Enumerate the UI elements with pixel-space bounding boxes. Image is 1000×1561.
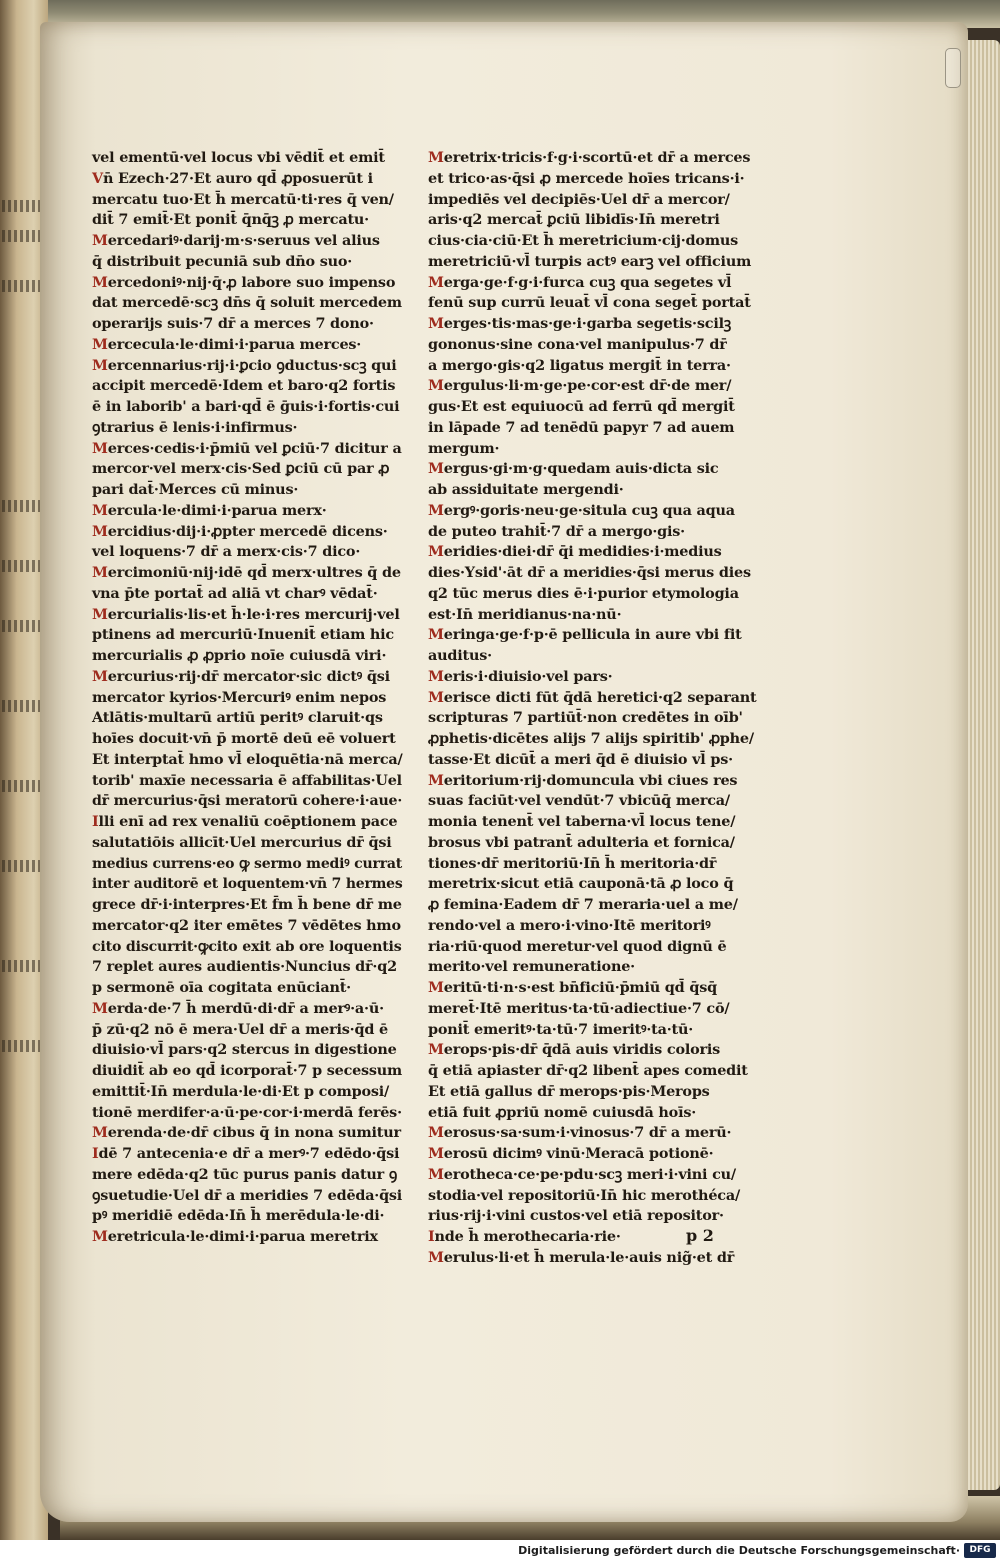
dfg-logo: DFG xyxy=(964,1543,996,1558)
text-line: vna p̄te portat̄ ad aliā vt charꝰ vēdat̄· xyxy=(92,584,378,602)
facing-page-text-fragment xyxy=(2,700,42,712)
rubricated-initial: V xyxy=(92,169,103,187)
rubricated-initial: M xyxy=(92,273,108,291)
text-line: scripturas 7 partiūt̄·non credētes in oīb' xyxy=(428,709,743,727)
text-line: Mercurialis·lis·et h̄·le·i·res mercurij·vel xyxy=(92,605,400,623)
text-line: Meritū·ti·n·s·est bn̄ficiū·p̄miū qd̄ q̄sq̄ xyxy=(428,979,717,996)
text-line: de puteo trahit̄·7 dr̄ a mergo·gis· xyxy=(428,522,685,540)
facing-page-text-fragment xyxy=(2,560,42,572)
text-line: Merosus·sa·sum·i·vinosus·7 dr̄ a merū· xyxy=(428,1124,732,1142)
signature-mark: p 2 xyxy=(686,1226,714,1245)
text-line: ꝯsuetudie·Uel dr̄ a meridies 7 edēda·q̄si xyxy=(92,1186,403,1204)
text-line: Merops·pis·dr̄ q̄dā auis viridis coloris xyxy=(428,1041,721,1059)
rubricated-initial: M xyxy=(428,273,444,291)
text-line: Mercula·le·dimi·i·parua merx· xyxy=(92,501,327,519)
text-line: p sermonē oīa cogitata enūciant̄· xyxy=(92,979,351,996)
text-line: inter auditorē et loquentem·vn̄ 7 hermes xyxy=(92,875,403,893)
text-line: Merotheca·ce·pe·pdu·scꝫ meri·i·vini cu/ xyxy=(428,1165,736,1183)
text-line: dr̄ mercurius·q̄si meratorū cohere·i·aue· xyxy=(92,792,403,810)
text-line: Mergus·gi·m·g·quedam auis·dicta sic xyxy=(428,460,719,478)
text-line: operarijs suis·7 dr̄ a merces 7 dono· xyxy=(92,315,374,332)
text-line: pari dat̄·Merces cū minus· xyxy=(92,481,299,498)
text-line: aris·q2 mercat̄ ꝑciū libidīs·In̄ meretri xyxy=(428,211,720,229)
footer-credit: Digitalisierung gefördert durch die Deutsche Forschungsgemeinschaft· xyxy=(518,1544,960,1557)
text-line: mercatu tuo·Et h̄ mercatū·ti·res q̄ ven/ xyxy=(92,190,394,208)
rubricated-initial: M xyxy=(92,1228,108,1245)
text-line: diuisio·vl̄ pars·q2 stercus in digestione xyxy=(92,1041,397,1059)
facing-page-text-fragment xyxy=(2,960,42,972)
text-line: brosus vbi patrant̄ adulteria et fornica/ xyxy=(428,833,735,851)
rubricated-initial: M xyxy=(428,1041,444,1059)
text-line: vel ementū·vel locus vbi vēdit̄ et emit̄ xyxy=(92,149,385,166)
text-line: impediēs vel decipiēs·Uel dr̄ a mercor/ xyxy=(428,190,730,208)
text-line: Meringa·ge·f·p·ē pellicula in aure vbi fit xyxy=(428,626,742,644)
text-line: Merges·tis·mas·ge·i·garba segetis·scilꝫ xyxy=(428,315,732,332)
text-line: Meretricula·le·dimi·i·parua meretrix xyxy=(92,1228,378,1245)
text-line: suas faciūt·vel vendūt·7 vbicūq̄ merca/ xyxy=(428,792,730,810)
text-line: mergum· xyxy=(428,439,500,457)
text-line: Merda·de·7 h̄ merdū·di·dr̄ a merꝰ·a·ū· xyxy=(92,999,384,1017)
text-line: Merenda·de·dr̄ cibus q̄ in nona sumitur xyxy=(92,1124,401,1142)
text-line: q̄ etiā apiaster dr̄·q2 libent̄ apes comedit xyxy=(428,1062,748,1079)
facing-page-text-fragment xyxy=(2,280,42,292)
text-line: Merces·cedis·i·p̄miū vel ꝑciū·7 dicitur a xyxy=(92,439,402,457)
text-line: Mercurius·rij·dr̄ mercator·sic dictꝰ q̄si xyxy=(92,667,390,685)
rubricated-initial: M xyxy=(92,605,108,623)
text-line: Merisce dicti fūt q̄dā heretici·q2 separant xyxy=(428,688,757,706)
text-line: Mercennarius·rij·i·ꝑcio ꝯductus·scꝫ qui xyxy=(92,356,397,374)
rubricated-initial: M xyxy=(428,543,444,561)
facing-page-text-fragment xyxy=(2,620,42,632)
text-line: grece dr̄·i·interpres·Et f̄m h̄ bene dr̄ me xyxy=(92,896,402,913)
text-line: Meritorium·rij·domuncula vbi ciues res xyxy=(428,771,738,789)
text-line: q2 tūc merus dies ē·i·purior etymologia xyxy=(428,584,739,602)
text-line: rius·rij·i·vini custos·vel etiā repositor· xyxy=(428,1207,724,1225)
text-line: Merga·ge·f·g·i·furca cuꝫ qua segetes vl̄ xyxy=(428,273,732,291)
text-line: fenū sup currū leuat̄ vl̄ cona seget̄ portat̄ xyxy=(428,294,751,312)
text-line: tionē merdifer·a·ū·pe·cor·i·merdā ferēs· xyxy=(92,1103,402,1121)
text-line: ab assiduitate mergendi· xyxy=(428,481,624,498)
text-line: est·In̄ meridianus·na·nū· xyxy=(428,605,622,623)
text-line: in lāpade 7 ad tenēdū papyr 7 ad auem xyxy=(428,418,735,436)
text-line: gus·Et est equiuocū ad ferrū qd̄ mergit̄ xyxy=(428,398,735,415)
rubricated-initial: M xyxy=(92,439,108,457)
text-line: stodia·vel repositoriū·In̄ hic merothéca/ xyxy=(428,1186,741,1204)
text-line: Mercecula·le·dimi·i·parua merces· xyxy=(92,335,362,353)
text-line: meretrix·sicut etiā cauponā·tā ꝓ loco q̄ xyxy=(428,875,734,893)
text-line: ria·riū·quod meretur·vel quod dignū ē xyxy=(428,937,727,955)
text-line: Mercidius·dij·i·ꝓpter mercedē dicens· xyxy=(92,522,388,540)
rubricated-initial: M xyxy=(92,232,108,249)
rubricated-initial: M xyxy=(92,667,108,685)
text-line: Merulus·li·et h̄ merula·le·auis nig̃·et dr̄ xyxy=(428,1248,735,1266)
text-line: accipit mercedē·Idem et baro·q2 fortis xyxy=(92,377,396,395)
text-line: q̄ distribuit pecuniā sub dn̄o suo· xyxy=(92,252,353,270)
rubricated-initial: M xyxy=(92,1124,108,1142)
text-line: Mergꝰ·goris·neu·ge·situla cuꝫ qua aqua xyxy=(428,501,735,519)
text-line: dat mercedē·scꝫ dn̄s q̄ soluit mercedem xyxy=(92,294,402,312)
text-line: Mergulus·li·m·ge·pe·cor·est dr̄·de mer/ xyxy=(428,377,732,395)
text-line: ē in laborib' a bari·qd̄ ē ḡuis·i·fortis·cui xyxy=(92,398,400,415)
text-line: mercurialis ꝓ ꝓprio noīe cuiusdā viri· xyxy=(92,647,387,664)
text-line: 7 replet aures audientis·Nuncius dr̄·q2 xyxy=(92,958,397,976)
text-line: cius·cia·ciū·Et h̄ meretricium·cij·domus xyxy=(428,232,739,249)
text-line: Merosū dicimꝰ vinū·Meracā potionē· xyxy=(428,1145,714,1162)
text-line: hoīes docuit·vn̄ p̄ mortē deū eē voluert xyxy=(92,730,396,747)
facing-page-text-fragment xyxy=(2,230,42,242)
rubricated-initial: M xyxy=(428,688,444,706)
text-line: ponit̄ emeritꝰ·ta·tū·7 imeritꝰ·ta·tū· xyxy=(428,1020,694,1038)
rubricated-initial: M xyxy=(92,999,108,1017)
rubricated-initial: M xyxy=(92,335,108,353)
text-line: tasse·Et dicūt̄ a meri q̄d ē diuisio vl̄ ps· xyxy=(428,750,733,768)
text-line: Et etiā gallus dr̄ merops·pis·Merops xyxy=(428,1082,710,1100)
rubricated-initial: M xyxy=(428,1145,444,1162)
text-line: auditus· xyxy=(428,647,492,664)
text-line: Idē 7 antecenia·e dr̄ a merꝰ·7 edēdo·q̄si xyxy=(92,1145,400,1162)
rubricated-initial: M xyxy=(428,315,444,332)
text-line: p̄ zū·q2 nō ē mera·Uel dr̄ a meris·q̄d ē xyxy=(92,1020,388,1038)
text-line: Atlātis·multarū artiū peritꝰ claruit·qs xyxy=(92,709,383,727)
text-line: rendo·vel a mero·i·vino·Itē meritoriꝰ xyxy=(428,916,711,934)
text-line: et trico·as·q̄si ꝓ mercede hoīes tricans·i· xyxy=(428,169,745,187)
facing-page-text-fragment xyxy=(2,1040,42,1052)
rubricated-initial: M xyxy=(92,501,108,519)
text-line: dit̄ 7 emit̄·Et ponit̄ q̄nq̄ꝫ ꝓ mercatu· xyxy=(92,211,369,229)
text-line: Meris·i·diuisio·vel pars· xyxy=(428,667,613,685)
text-line: gononus·sine cona·vel manipulus·7 dr̄ xyxy=(428,335,727,353)
text-line: Inde h̄ merothecaria·rie· xyxy=(428,1228,621,1245)
text-line: ꝓ femina·Eadem dr̄ 7 meraria·uel a me/ xyxy=(428,896,738,913)
text-line: mercator kyrios·Mercuriꝰ enim nepos xyxy=(92,688,387,706)
rubricated-initial: M xyxy=(428,1165,444,1183)
text-line: cito discurrit·ꝙcito exit ab ore loquentis xyxy=(92,937,402,955)
text-line: salutatiōis allicīt·Uel mercurius dr̄ q̄si xyxy=(92,833,392,851)
text-line: ꝯtrarius ē lenis·i·infirmus· xyxy=(92,418,298,436)
text-line: Mercedariꝰ·darij·m·s·seruus vel alius xyxy=(92,232,380,249)
text-line: a mergo·gis·q2 ligatus mergit̄ in terra· xyxy=(428,356,731,374)
text-line: monia tenent̄ vel taberna·vl̄ locus tene/ xyxy=(428,813,736,830)
page-clip xyxy=(945,48,961,88)
text-line: merito·vel remuneratione· xyxy=(428,958,635,976)
text-line: meretriciū·vl̄ turpis actꝰ earꝫ vel officium xyxy=(428,252,752,270)
footer-bar xyxy=(0,1540,1000,1561)
facing-page-text-fragment xyxy=(2,200,42,212)
rubricated-initial: M xyxy=(428,501,444,519)
text-line: Mercedoniꝰ·nij·q̄·ꝓ labore suo impenso xyxy=(92,273,396,291)
rubricated-initial: M xyxy=(428,377,444,395)
rubricated-initial: M xyxy=(92,564,108,581)
rubricated-initial: M xyxy=(428,979,444,996)
facing-page-text-fragment xyxy=(2,860,42,872)
rubricated-initial: M xyxy=(428,626,444,644)
text-line: medius currens·eo ꝙ sermo mediꝰ currat xyxy=(92,854,403,872)
text-line: meret̄·Itē meritus·ta·tū·adiectiue·7 cō/ xyxy=(428,999,730,1017)
text-line: dies·Ysid'·āt dr̄ a meridies·q̄si merus dies xyxy=(428,564,751,581)
right-text-column xyxy=(428,148,764,1269)
text-line: emittit̄·In̄ merdula·le·di·Et p composi/ xyxy=(92,1082,390,1100)
left-text-column xyxy=(92,148,402,1248)
rubricated-initial: I xyxy=(92,813,99,830)
facing-page-text-fragment xyxy=(2,500,42,512)
text-line: Mercimoniū·nij·idē qd̄ merx·ultres q̄ de xyxy=(92,564,401,581)
text-line: diuidit̄ ab eo qd̄ icorporat̄·7 p secessum xyxy=(92,1062,403,1079)
rubricated-initial: M xyxy=(92,522,108,540)
rubricated-initial: M xyxy=(428,771,444,789)
facing-page-text-fragment xyxy=(2,780,42,792)
rubricated-initial: M xyxy=(428,1248,444,1266)
rubricated-initial: I xyxy=(428,1228,435,1245)
rubricated-initial: M xyxy=(428,667,444,685)
text-line: Meridies·diei·dr̄ q̄i medidies·i·medius xyxy=(428,543,722,561)
text-line: mercor·vel merx·cis·Sed ꝑciū cū par ꝓ xyxy=(92,460,390,478)
text-line: torib' maxīe necessaria ē affabilitas·Uel xyxy=(92,771,402,789)
text-line: mere edēda·q2 tūc purus panis datur ꝯ xyxy=(92,1165,398,1183)
rubricated-initial: M xyxy=(428,149,444,166)
text-line: mercator·q2 iter emētes 7 vēdētes hmo xyxy=(92,916,401,934)
text-line: ꝓphetis·dicētes alijs 7 alijs spiritib' ꝓphe/ xyxy=(428,730,754,747)
text-line: ptinens ad mercuriū·Inuenit̄ etiam hic xyxy=(92,626,394,644)
rubricated-initial: I xyxy=(92,1145,99,1162)
text-line: Et interptat̄ hmo vl̄ eloquētia·nā merca/ xyxy=(92,750,403,768)
rubricated-initial: M xyxy=(428,460,444,478)
text-line: Meretrix·tricis·f·g·i·scortū·et dr̄ a merces xyxy=(428,149,751,166)
rubricated-initial: M xyxy=(428,1124,444,1142)
text-line: Illi enī ad rex venaliū coēptionem pace xyxy=(92,813,398,830)
rubricated-initial: M xyxy=(92,356,108,374)
text-line: etiā fuit ꝓpriū nomē cuiusdā hoīs· xyxy=(428,1103,697,1121)
text-line: Vn̄ Ezech·27·Et auro qd̄ ꝓposuerūt i xyxy=(92,169,373,187)
text-line: tiones·dr̄ meritoriū·In̄ h̄ meritoria·dr̄ xyxy=(428,854,717,872)
text-line: pꝰ meridiē edēda·In̄ h̄ merēdula·le·di· xyxy=(92,1207,385,1225)
text-line: vel loquens·7 dr̄ a merx·cis·7 dico· xyxy=(92,543,361,561)
